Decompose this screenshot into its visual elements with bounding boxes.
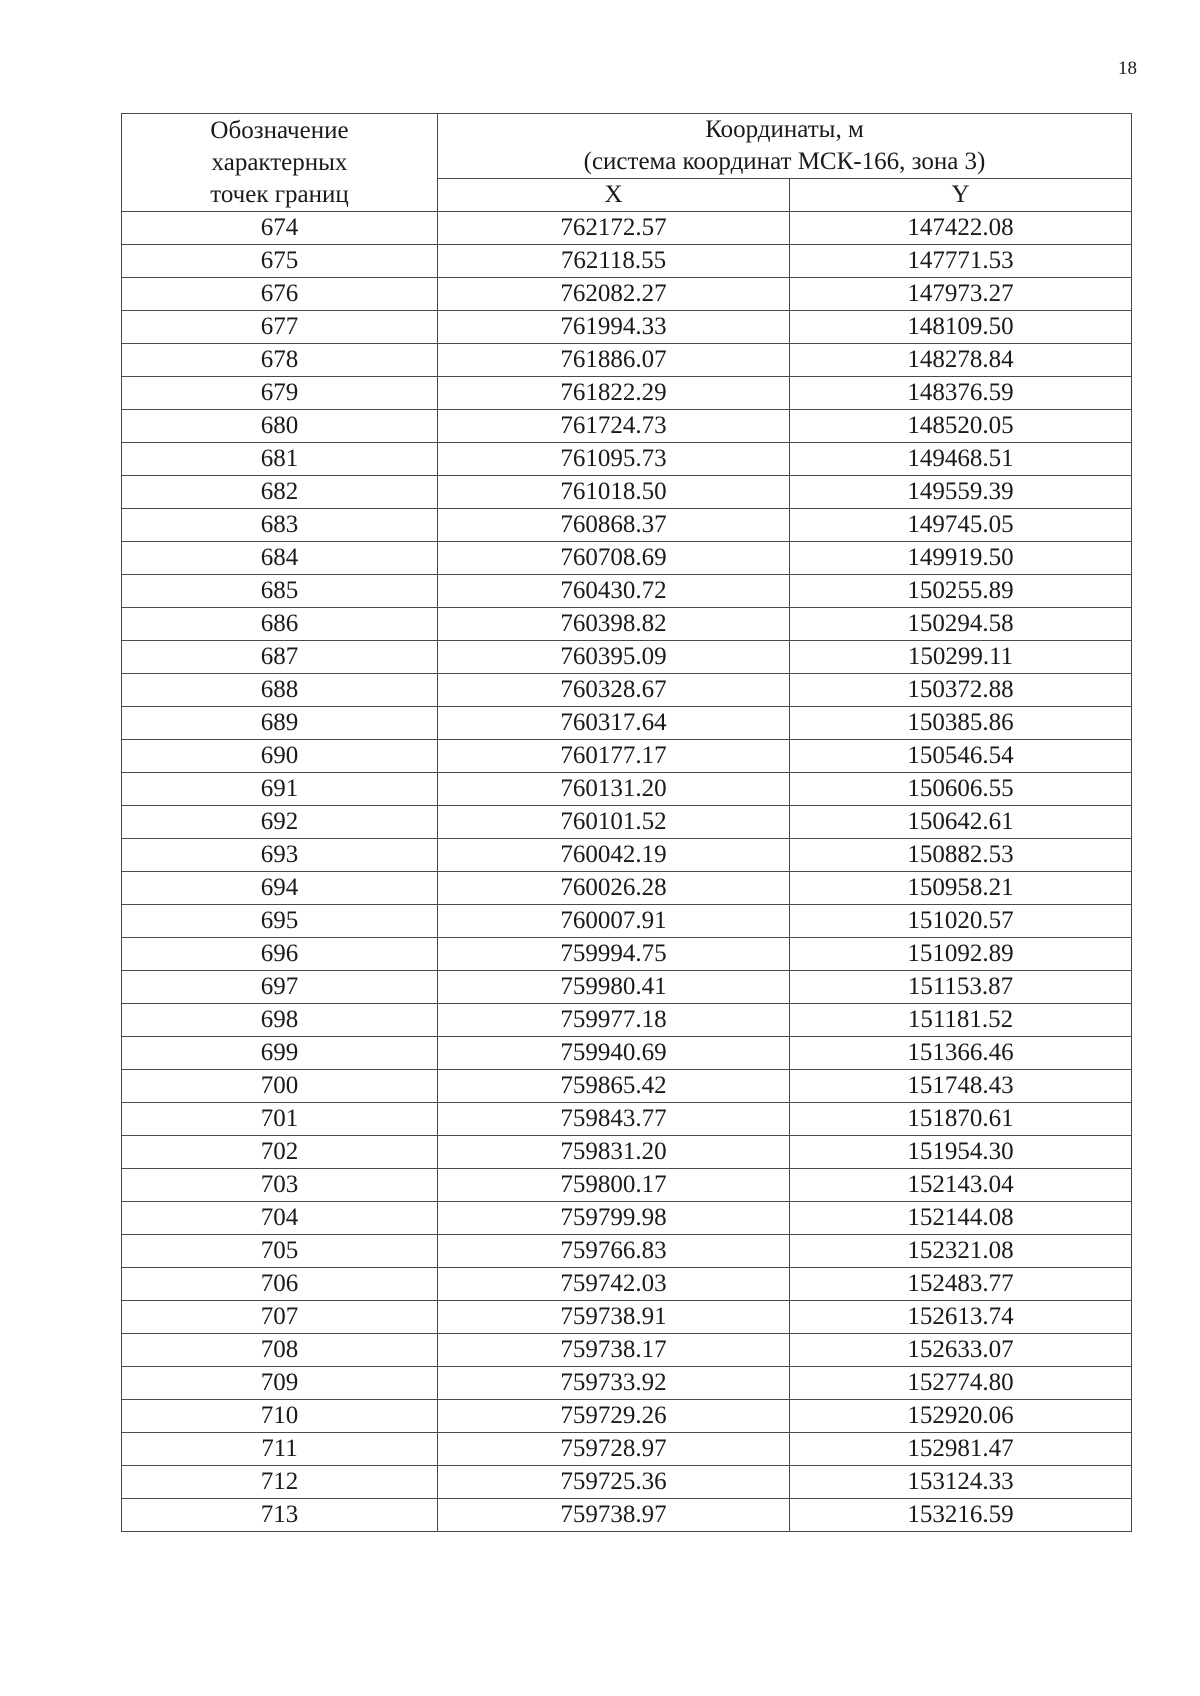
point-id-cell: 697: [122, 971, 438, 1004]
table-row: [122, 641, 1132, 674]
page-number: 18: [1118, 58, 1137, 79]
table-row: [122, 1202, 1132, 1235]
table-row: [122, 905, 1132, 938]
coordinates-table: [121, 113, 1132, 1532]
y-coordinate-cell: 153124.33: [790, 1466, 1132, 1499]
x-coordinate-cell: 759831.20: [438, 1136, 790, 1169]
table-row: [122, 806, 1132, 839]
x-coordinate-cell: 759843.77: [438, 1103, 790, 1136]
point-id-cell: 678: [122, 344, 438, 377]
table-row: [122, 410, 1132, 443]
y-coordinate-cell: 150546.54: [790, 740, 1132, 773]
y-coordinate-cell: 148376.59: [790, 377, 1132, 410]
y-coordinate-cell: 150372.88: [790, 674, 1132, 707]
point-id-cell: 712: [122, 1466, 438, 1499]
y-coordinate-cell: 150255.89: [790, 575, 1132, 608]
y-coordinate-cell: 149745.05: [790, 509, 1132, 542]
table-row: [122, 311, 1132, 344]
x-coordinate-cell: 759742.03: [438, 1268, 790, 1301]
point-id-cell: 709: [122, 1367, 438, 1400]
x-coordinate-cell: 760317.64: [438, 707, 790, 740]
point-id-cell: 693: [122, 839, 438, 872]
table-row: [122, 872, 1132, 905]
header-name-line-1: Обозначение: [210, 116, 349, 144]
x-coordinate-cell: 760395.09: [438, 641, 790, 674]
y-coordinate-cell: 151020.57: [790, 905, 1132, 938]
point-id-cell: 688: [122, 674, 438, 707]
x-coordinate-cell: 759799.98: [438, 1202, 790, 1235]
x-coordinate-cell: 759980.41: [438, 971, 790, 1004]
y-coordinate-cell: 152920.06: [790, 1400, 1132, 1433]
table-row: [122, 1466, 1132, 1499]
y-coordinate-cell: 151366.46: [790, 1037, 1132, 1070]
table-row: [122, 1268, 1132, 1301]
y-coordinate-cell: 151870.61: [790, 1103, 1132, 1136]
point-id-cell: 692: [122, 806, 438, 839]
table-row: [122, 707, 1132, 740]
table-row: [122, 542, 1132, 575]
point-id-cell: 703: [122, 1169, 438, 1202]
table-row: [122, 1400, 1132, 1433]
y-coordinate-cell: 148109.50: [790, 311, 1132, 344]
y-coordinate-cell: 150642.61: [790, 806, 1132, 839]
table-row: [122, 575, 1132, 608]
x-coordinate-cell: 762118.55: [438, 245, 790, 278]
x-coordinate-cell: 762082.27: [438, 278, 790, 311]
table-row: [122, 938, 1132, 971]
point-id-cell: 702: [122, 1136, 438, 1169]
point-id-cell: 676: [122, 278, 438, 311]
table-row: [122, 1004, 1132, 1037]
table-row: [122, 476, 1132, 509]
y-coordinate-cell: 149468.51: [790, 443, 1132, 476]
point-id-cell: 677: [122, 311, 438, 344]
y-coordinate-cell: 148520.05: [790, 410, 1132, 443]
table-row: [122, 245, 1132, 278]
x-coordinate-cell: 760328.67: [438, 674, 790, 707]
table-row: [122, 1136, 1132, 1169]
y-coordinate-cell: 149559.39: [790, 476, 1132, 509]
header-name-line-3: точек границ: [210, 180, 349, 208]
y-coordinate-cell: 151181.52: [790, 1004, 1132, 1037]
table-row: [122, 509, 1132, 542]
table-row: [122, 773, 1132, 806]
y-coordinate-cell: 152981.47: [790, 1433, 1132, 1466]
x-coordinate-cell: 761095.73: [438, 443, 790, 476]
table-row: [122, 1433, 1132, 1466]
point-id-cell: 687: [122, 641, 438, 674]
y-coordinate-cell: 151153.87: [790, 971, 1132, 1004]
point-id-cell: 675: [122, 245, 438, 278]
header-coords-line-2: (система координат МСК-166, зона 3): [583, 148, 986, 175]
point-id-cell: 691: [122, 773, 438, 806]
y-coordinate-cell: 152774.80: [790, 1367, 1132, 1400]
x-coordinate-cell: 759800.17: [438, 1169, 790, 1202]
point-id-cell: 683: [122, 509, 438, 542]
table-row: [122, 608, 1132, 641]
point-id-cell: 711: [122, 1433, 438, 1466]
y-coordinate-cell: 150299.11: [790, 641, 1132, 674]
x-coordinate-cell: 760398.82: [438, 608, 790, 641]
table-row: [122, 1367, 1132, 1400]
x-coordinate-cell: 761994.33: [438, 311, 790, 344]
x-coordinate-cell: 759738.17: [438, 1334, 790, 1367]
header-x: X: [438, 179, 790, 212]
point-id-cell: 684: [122, 542, 438, 575]
x-coordinate-cell: 762172.57: [438, 212, 790, 245]
y-coordinate-cell: 152633.07: [790, 1334, 1132, 1367]
x-coordinate-cell: 761886.07: [438, 344, 790, 377]
point-id-cell: 689: [122, 707, 438, 740]
table-row: [122, 377, 1132, 410]
table-row: [122, 1301, 1132, 1334]
x-coordinate-cell: 761018.50: [438, 476, 790, 509]
x-coordinate-cell: 761822.29: [438, 377, 790, 410]
header-coords-line-1: Координаты, м: [705, 116, 864, 143]
x-coordinate-cell: 761724.73: [438, 410, 790, 443]
x-coordinate-cell: 760007.91: [438, 905, 790, 938]
point-id-cell: 681: [122, 443, 438, 476]
table-row: [122, 278, 1132, 311]
header-name-line-2: характерных: [211, 148, 348, 176]
table-row: [122, 1037, 1132, 1070]
table-row: [122, 674, 1132, 707]
point-id-cell: 690: [122, 740, 438, 773]
point-id-cell: 694: [122, 872, 438, 905]
point-id-cell: 705: [122, 1235, 438, 1268]
x-coordinate-cell: 759940.69: [438, 1037, 790, 1070]
y-coordinate-cell: 152144.08: [790, 1202, 1132, 1235]
x-coordinate-cell: 760868.37: [438, 509, 790, 542]
table-row: [122, 1235, 1132, 1268]
point-id-cell: 695: [122, 905, 438, 938]
table-row: [122, 971, 1132, 1004]
x-coordinate-cell: 760430.72: [438, 575, 790, 608]
y-coordinate-cell: 147973.27: [790, 278, 1132, 311]
point-id-cell: 679: [122, 377, 438, 410]
x-coordinate-cell: 760177.17: [438, 740, 790, 773]
x-coordinate-cell: 759729.26: [438, 1400, 790, 1433]
y-coordinate-cell: 148278.84: [790, 344, 1132, 377]
y-coordinate-cell: 147771.53: [790, 245, 1132, 278]
point-id-cell: 706: [122, 1268, 438, 1301]
x-coordinate-cell: 759766.83: [438, 1235, 790, 1268]
x-coordinate-cell: 759733.92: [438, 1367, 790, 1400]
table-row: [122, 1070, 1132, 1103]
x-coordinate-cell: 759728.97: [438, 1433, 790, 1466]
x-coordinate-cell: 760708.69: [438, 542, 790, 575]
point-id-cell: 708: [122, 1334, 438, 1367]
y-coordinate-cell: 150385.86: [790, 707, 1132, 740]
point-id-cell: 685: [122, 575, 438, 608]
point-id-cell: 682: [122, 476, 438, 509]
point-id-cell: 698: [122, 1004, 438, 1037]
point-id-cell: 674: [122, 212, 438, 245]
x-coordinate-cell: 760131.20: [438, 773, 790, 806]
header-y: Y: [790, 179, 1132, 212]
table-row: [122, 1499, 1132, 1532]
header-point-designation: [122, 114, 438, 212]
point-id-cell: 701: [122, 1103, 438, 1136]
x-coordinate-cell: 759865.42: [438, 1070, 790, 1103]
table-row: [122, 443, 1132, 476]
header-coordinates: [438, 114, 1132, 179]
y-coordinate-cell: 152613.74: [790, 1301, 1132, 1334]
y-coordinate-cell: 152321.08: [790, 1235, 1132, 1268]
y-coordinate-cell: 151748.43: [790, 1070, 1132, 1103]
table-row: [122, 839, 1132, 872]
y-coordinate-cell: 151954.30: [790, 1136, 1132, 1169]
table-row: [122, 1103, 1132, 1136]
table-body: [122, 212, 1132, 1532]
point-id-cell: 680: [122, 410, 438, 443]
y-coordinate-cell: 150606.55: [790, 773, 1132, 806]
point-id-cell: 713: [122, 1499, 438, 1532]
x-coordinate-cell: 760026.28: [438, 872, 790, 905]
table-row: [122, 344, 1132, 377]
x-coordinate-cell: 760042.19: [438, 839, 790, 872]
table-row: [122, 740, 1132, 773]
point-id-cell: 699: [122, 1037, 438, 1070]
y-coordinate-cell: 147422.08: [790, 212, 1132, 245]
table-row: [122, 1334, 1132, 1367]
y-coordinate-cell: 152483.77: [790, 1268, 1132, 1301]
point-id-cell: 704: [122, 1202, 438, 1235]
point-id-cell: 686: [122, 608, 438, 641]
y-coordinate-cell: 151092.89: [790, 938, 1132, 971]
point-id-cell: 700: [122, 1070, 438, 1103]
table-row: [122, 1169, 1132, 1202]
y-coordinate-cell: 149919.50: [790, 542, 1132, 575]
x-coordinate-cell: 759738.91: [438, 1301, 790, 1334]
x-coordinate-cell: 760101.52: [438, 806, 790, 839]
x-coordinate-cell: 759725.36: [438, 1466, 790, 1499]
y-coordinate-cell: 150294.58: [790, 608, 1132, 641]
point-id-cell: 696: [122, 938, 438, 971]
x-coordinate-cell: 759977.18: [438, 1004, 790, 1037]
x-coordinate-cell: 759738.97: [438, 1499, 790, 1532]
point-id-cell: 707: [122, 1301, 438, 1334]
table-row: [122, 212, 1132, 245]
y-coordinate-cell: 150882.53: [790, 839, 1132, 872]
x-coordinate-cell: 759994.75: [438, 938, 790, 971]
y-coordinate-cell: 152143.04: [790, 1169, 1132, 1202]
table-header: [122, 114, 1132, 212]
y-coordinate-cell: 153216.59: [790, 1499, 1132, 1532]
y-coordinate-cell: 150958.21: [790, 872, 1132, 905]
point-id-cell: 710: [122, 1400, 438, 1433]
